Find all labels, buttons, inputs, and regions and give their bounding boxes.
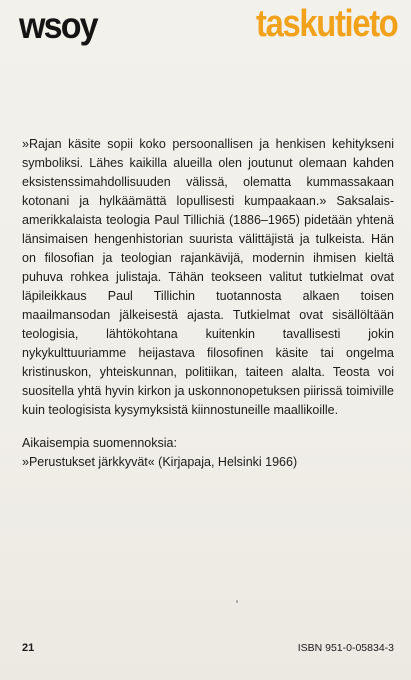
isbn-code: ISBN 951-0-05834-3 — [297, 642, 394, 654]
series-number: 21 — [22, 642, 35, 654]
series-title: taskutieto — [255, 3, 397, 45]
earlier-translation-item: »Perustukset järkkyvät« (Kirjapaja, Helsinki 1966) — [22, 455, 298, 469]
earlier-translations-heading: Aikaisempia suomennoksia: — [22, 436, 177, 450]
publisher-logo: wsoy — [19, 5, 97, 46]
earlier-translations — [22, 434, 394, 472]
book-description: »Rajan käsite sopii koko persoonallisen ja henkisen kehitykseni symboliksi. Lähes kaikilla alueilla olen joutunut olemaan kahden eksistenssimahdollisuuden välissä, olematta kummassakaan kotonani ja hylkäämättä lopullisesti kumpaakaan.» Saksalais-amerikkalaista teologia Paul Tillichiä (1886–1965) pidetään yhtenä länsimaisen hengenhistorian suurista välittäjistä ja tulkeista. Hän on filosofian ja teologian rajankävijä, modernin ihmisen kieltä puhuva rohkea julistaja. Tähän teokseen valitut tutkielmat ovat läpileikkaus Paul Tillichin tuotannosta alkaen toisen maailmansodan jälkeisestä ajasta. Tutkielmat ovat sisällöltään teologisia, lähtökohtana kuitenkin tavallisesti jokin nykykulttuuriamme heijastava filosofinen käsite tai ongelma kristinuskon, yhteiskunnan, politiikan, taiteen alalta. Teosta voi suositella yhtä hyvin kirkon ja uskonnonopetuksen piirissä toimiville kuin teologisista kysymyksistä kiinnostuneille maallikoille. — [22, 137, 394, 417]
print-speck — [236, 600, 238, 603]
